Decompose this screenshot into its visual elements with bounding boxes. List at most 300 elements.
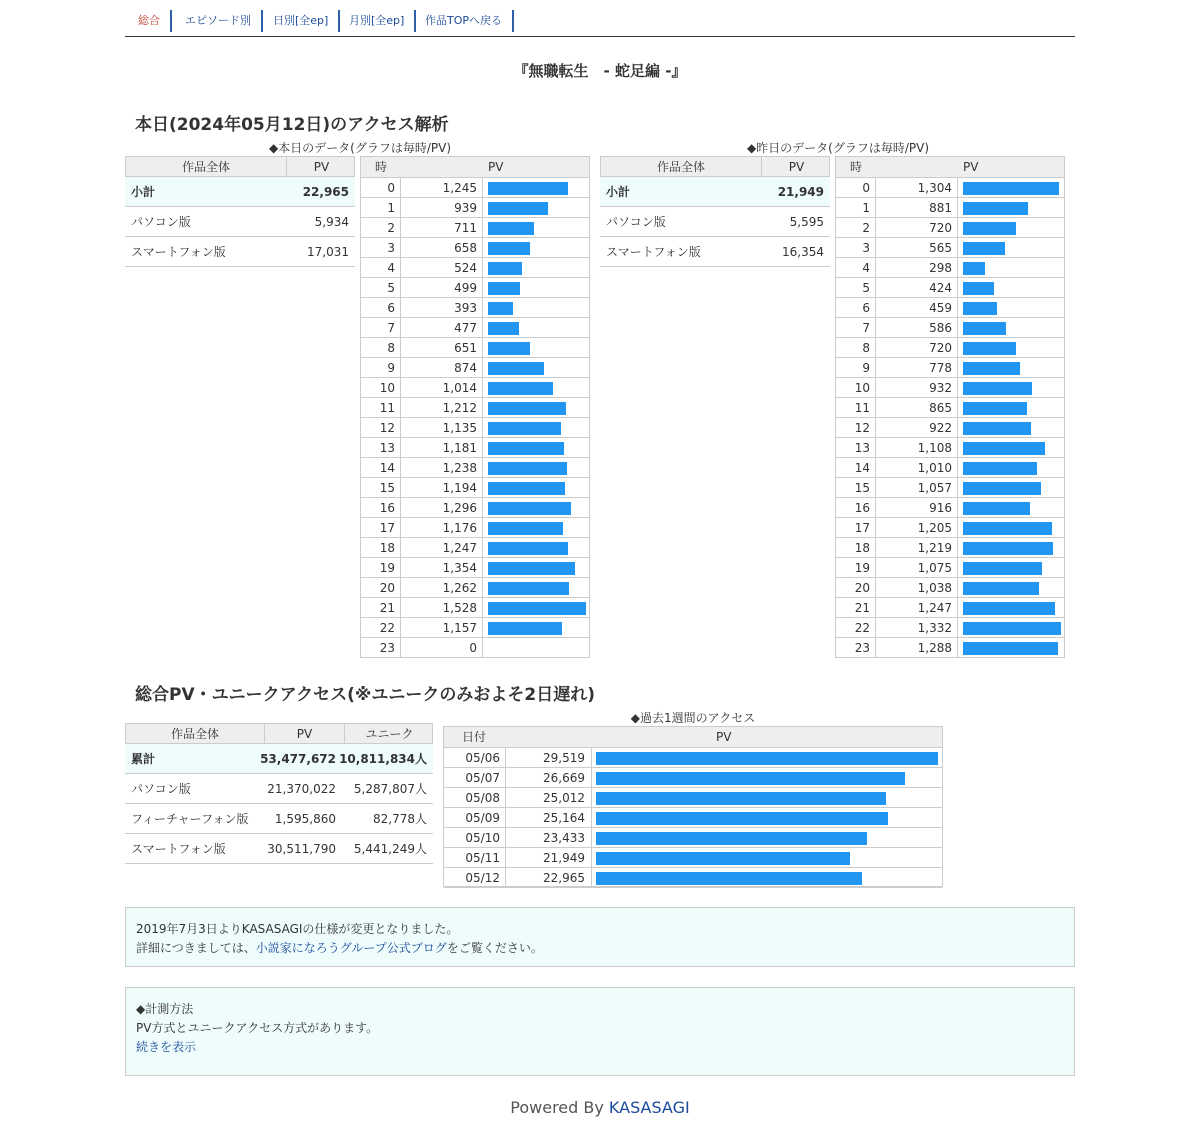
hourly-row	[361, 298, 589, 318]
pv-cell: 1,288	[876, 638, 958, 658]
hour-cell: 6	[836, 298, 876, 318]
header-hour: 時	[375, 160, 388, 174]
today-hourly-table	[360, 156, 590, 658]
pv-bar	[596, 812, 888, 825]
hour-cell: 14	[361, 458, 401, 478]
nav-tab-overview[interactable]: 総合	[125, 10, 172, 32]
pv-cell: 22,965	[506, 868, 592, 888]
pv-bar	[963, 242, 1005, 255]
pv-bar	[488, 582, 569, 595]
hour-cell: 7	[836, 318, 876, 338]
row-label: 累計	[131, 752, 156, 766]
row-pv: 53,477,672	[260, 752, 336, 766]
pv-bar	[488, 502, 571, 515]
hourly-row	[836, 238, 1064, 258]
pv-bar	[963, 522, 1052, 535]
pv-cell: 1,219	[876, 538, 958, 558]
pv-cell: 1,304	[876, 178, 958, 198]
today-section-title: 本日(2024年05月12日)のアクセス解析	[135, 115, 449, 135]
row-pv: 1,595,860	[274, 812, 336, 826]
pv-cell: 865	[876, 398, 958, 418]
pv-cell: 29,519	[506, 748, 592, 768]
pv-cell: 1,528	[401, 598, 483, 618]
pv-cell: 0	[401, 638, 483, 658]
yesterday-hourly-table	[835, 156, 1065, 658]
notice-line-2	[136, 939, 543, 956]
pv-bar	[963, 202, 1028, 215]
hourly-row	[836, 518, 1064, 538]
hour-cell: 2	[361, 218, 401, 238]
row-pv: 5,934	[314, 215, 349, 229]
hour-cell: 15	[836, 478, 876, 498]
pv-bar	[963, 282, 994, 295]
pv-cell: 1,354	[401, 558, 483, 578]
hourly-row	[836, 418, 1064, 438]
measurement-method-box	[125, 987, 1075, 1076]
pv-cell: 932	[876, 378, 958, 398]
summary-row-smartphone	[125, 237, 355, 267]
pv-bar	[963, 262, 985, 275]
summary-row-featurephone	[125, 804, 433, 834]
hour-cell: 14	[836, 458, 876, 478]
nav-tab-monthly[interactable]: 月別[全ep]	[336, 10, 416, 32]
hour-cell: 19	[836, 558, 876, 578]
hourly-row	[361, 278, 589, 298]
row-unique: 5,287,807人	[353, 782, 427, 796]
hourly-row	[836, 558, 1064, 578]
hour-cell: 16	[836, 498, 876, 518]
hourly-row	[836, 598, 1064, 618]
pv-cell: 874	[401, 358, 483, 378]
summary-row-pc	[600, 207, 830, 237]
pv-bar	[488, 202, 548, 215]
pv-bar	[488, 622, 562, 635]
pv-cell: 1,262	[401, 578, 483, 598]
hour-cell: 12	[361, 418, 401, 438]
hour-cell: 15	[361, 478, 401, 498]
hour-cell: 17	[361, 518, 401, 538]
hourly-row	[836, 398, 1064, 418]
method-text: PV方式とユニークアクセス方式があります。	[136, 1021, 379, 1035]
pv-cell: 459	[876, 298, 958, 318]
pv-cell: 939	[401, 198, 483, 218]
weekly-row	[444, 848, 942, 868]
notice-line-1: 2019年7月3日よりKASASAGIの仕様が変更となりました。	[136, 922, 459, 936]
pv-bar	[963, 562, 1042, 575]
hour-cell: 9	[361, 358, 401, 378]
pv-cell: 1,176	[401, 518, 483, 538]
pv-cell: 1,247	[401, 538, 483, 558]
header-pv: PV	[963, 160, 979, 174]
hourly-row	[836, 578, 1064, 598]
hour-cell: 1	[836, 198, 876, 218]
hourly-row	[836, 618, 1064, 638]
weekly-header	[444, 727, 942, 748]
pv-cell: 25,012	[506, 788, 592, 808]
hour-cell: 8	[361, 338, 401, 358]
row-pv: 22,965	[302, 185, 349, 199]
date-cell: 05/08	[444, 788, 506, 808]
pv-cell: 1,181	[401, 438, 483, 458]
pv-cell: 1,010	[876, 458, 958, 478]
pv-cell: 651	[401, 338, 483, 358]
row-label: パソコン版	[131, 782, 191, 796]
footer	[0, 1098, 1200, 1117]
table-header	[600, 156, 830, 177]
hourly-row	[361, 338, 589, 358]
table-header	[125, 156, 355, 177]
row-pv: 17,031	[307, 245, 349, 259]
summary-row-pc	[125, 207, 355, 237]
top-navigation	[125, 10, 1075, 37]
pv-bar	[963, 402, 1027, 415]
nav-back-to-work-top[interactable]: 作品TOPへ戻る	[412, 10, 514, 32]
pv-bar	[963, 302, 997, 315]
pv-bar	[596, 752, 938, 765]
hourly-row	[361, 218, 589, 238]
hour-cell: 10	[361, 378, 401, 398]
hourly-row	[361, 438, 589, 458]
weekly-row	[444, 828, 942, 848]
hourly-row	[361, 238, 589, 258]
pv-bar	[488, 222, 534, 235]
row-pv: 5,595	[789, 215, 824, 229]
pv-bar	[963, 642, 1058, 655]
hourly-row	[836, 258, 1064, 278]
hour-cell: 21	[836, 598, 876, 618]
pv-bar	[488, 482, 565, 495]
pv-cell: 881	[876, 198, 958, 218]
pv-bar	[488, 442, 564, 455]
pv-bar	[963, 602, 1055, 615]
notice-line-2-prefix: 詳細につきましては、	[136, 941, 256, 955]
pv-bar	[596, 832, 867, 845]
hour-cell: 8	[836, 338, 876, 358]
total-summary-table	[125, 723, 433, 865]
row-pv: 21,949	[777, 185, 824, 199]
pv-cell: 1,135	[401, 418, 483, 438]
hourly-row	[361, 518, 589, 538]
hour-cell: 11	[836, 398, 876, 418]
pv-cell: 424	[876, 278, 958, 298]
weekly-row	[444, 808, 942, 828]
row-label: 小計	[131, 185, 156, 199]
pv-cell: 477	[401, 318, 483, 338]
pv-cell: 1,075	[876, 558, 958, 578]
hourly-row	[836, 498, 1064, 518]
pv-cell: 1,212	[401, 398, 483, 418]
header-pv: PV	[286, 157, 356, 178]
hour-cell: 16	[361, 498, 401, 518]
pv-cell: 922	[876, 418, 958, 438]
date-cell: 05/07	[444, 768, 506, 788]
hour-cell: 3	[361, 238, 401, 258]
pv-cell: 1,157	[401, 618, 483, 638]
pv-cell: 524	[401, 258, 483, 278]
hour-cell: 12	[836, 418, 876, 438]
hour-cell: 13	[836, 438, 876, 458]
pv-bar	[488, 182, 568, 195]
weekly-row	[444, 748, 942, 768]
nav-tab-daily[interactable]: 日別[全ep]	[260, 10, 340, 32]
pv-cell: 298	[876, 258, 958, 278]
hourly-row	[361, 478, 589, 498]
row-label: パソコン版	[131, 215, 191, 229]
pv-cell: 499	[401, 278, 483, 298]
row-unique: 5,441,249人	[353, 842, 427, 856]
pv-bar	[963, 442, 1045, 455]
hourly-row	[836, 538, 1064, 558]
date-cell: 05/12	[444, 868, 506, 888]
header-pv: PV	[264, 724, 344, 745]
pv-cell: 658	[401, 238, 483, 258]
hourly-row	[836, 278, 1064, 298]
row-label: フィーチャーフォン版	[131, 812, 249, 826]
spec-change-notice	[125, 907, 1075, 967]
pv-bar	[596, 852, 850, 865]
pv-cell: 393	[401, 298, 483, 318]
weekly-access-table	[443, 726, 943, 887]
pv-cell: 778	[876, 358, 958, 378]
hourly-row	[836, 198, 1064, 218]
pv-bar	[488, 262, 522, 275]
hour-cell: 7	[361, 318, 401, 338]
row-label: スマートフォン版	[606, 245, 701, 259]
summary-row-smartphone	[600, 237, 830, 267]
hour-cell: 0	[361, 178, 401, 198]
hour-cell: 17	[836, 518, 876, 538]
hourly-row	[361, 538, 589, 558]
pv-bar	[488, 542, 568, 555]
hour-cell: 23	[361, 638, 401, 658]
pv-bar	[963, 582, 1039, 595]
hourly-row	[836, 358, 1064, 378]
hourly-row	[836, 298, 1064, 318]
hour-cell: 18	[361, 538, 401, 558]
date-cell: 05/11	[444, 848, 506, 868]
hour-cell: 0	[836, 178, 876, 198]
pv-cell: 1,238	[401, 458, 483, 478]
hourly-row	[361, 198, 589, 218]
notice-line-2-suffix: をご覧ください。	[446, 941, 543, 955]
pv-bar	[963, 422, 1031, 435]
hour-cell: 23	[836, 638, 876, 658]
hourly-row	[361, 378, 589, 398]
pv-bar	[488, 602, 586, 615]
header-hour: 時	[850, 160, 863, 174]
pv-bar	[488, 342, 530, 355]
hourly-row	[836, 458, 1064, 478]
yesterday-summary-table	[600, 156, 830, 268]
date-cell: 05/09	[444, 808, 506, 828]
hourly-row	[361, 458, 589, 478]
method-title: ◆計測方法	[136, 1002, 194, 1016]
pv-bar	[963, 222, 1016, 235]
hourly-row	[361, 318, 589, 338]
summary-row-cumulative	[125, 744, 433, 774]
hourly-row	[836, 178, 1064, 198]
pv-bar	[488, 322, 519, 335]
hourly-row	[361, 578, 589, 598]
pv-cell: 1,245	[401, 178, 483, 198]
hourly-row	[361, 418, 589, 438]
row-unique: 10,811,834人	[339, 752, 427, 766]
hourly-row	[361, 258, 589, 278]
pv-cell: 711	[401, 218, 483, 238]
pv-cell: 1,247	[876, 598, 958, 618]
header-date: 日付	[462, 730, 487, 744]
pv-cell: 1,194	[401, 478, 483, 498]
hourly-row	[361, 638, 589, 658]
pv-bar	[963, 382, 1032, 395]
footer-prefix: Powered By	[510, 1098, 609, 1117]
hour-cell: 22	[836, 618, 876, 638]
hourly-row	[836, 478, 1064, 498]
summary-row-smartphone	[125, 834, 433, 864]
hour-cell: 9	[836, 358, 876, 378]
summary-row-subtotal	[125, 177, 355, 207]
weekly-row	[444, 788, 942, 808]
header-label: 作品全体	[170, 727, 219, 741]
kasasagi-link[interactable]: KASASAGI	[608, 1098, 690, 1117]
pv-cell: 1,057	[876, 478, 958, 498]
pv-bar	[488, 382, 553, 395]
header-label: 作品全体	[181, 160, 230, 174]
header-pv: PV	[761, 157, 831, 178]
row-label: パソコン版	[606, 215, 666, 229]
pv-bar	[488, 282, 520, 295]
hour-cell: 19	[361, 558, 401, 578]
pv-cell: 1,038	[876, 578, 958, 598]
total-section-title: 総合PV・ユニークアクセス(※ユニークのみおよそ2日遅れ)	[135, 685, 595, 705]
table-header	[125, 723, 433, 744]
hourly-header	[361, 157, 589, 178]
hour-cell: 2	[836, 218, 876, 238]
hour-cell: 4	[361, 258, 401, 278]
hourly-row	[836, 338, 1064, 358]
pv-bar	[963, 622, 1061, 635]
pv-bar	[488, 462, 567, 475]
nav-tab-by-episode[interactable]: エピソード別	[172, 10, 263, 32]
pv-bar	[488, 242, 530, 255]
hourly-row	[361, 178, 589, 198]
hourly-header	[836, 157, 1064, 178]
header-label: 作品全体	[656, 160, 705, 174]
pv-bar	[963, 542, 1053, 555]
pv-bar	[963, 362, 1020, 375]
pv-bar	[488, 362, 544, 375]
hourly-row	[836, 318, 1064, 338]
pv-cell: 23,433	[506, 828, 592, 848]
hour-cell: 13	[361, 438, 401, 458]
hour-cell: 6	[361, 298, 401, 318]
pv-cell: 1,332	[876, 618, 958, 638]
hourly-row	[361, 618, 589, 638]
pv-bar	[488, 522, 563, 535]
weekly-row	[444, 868, 942, 888]
summary-row-subtotal	[600, 177, 830, 207]
hour-cell: 3	[836, 238, 876, 258]
pv-cell: 916	[876, 498, 958, 518]
pv-cell: 586	[876, 318, 958, 338]
summary-row-pc	[125, 774, 433, 804]
hour-cell: 5	[361, 278, 401, 298]
pv-bar	[488, 302, 513, 315]
pv-bar	[963, 182, 1059, 195]
pv-bar	[488, 562, 575, 575]
pv-bar	[963, 462, 1037, 475]
pv-cell: 565	[876, 238, 958, 258]
pv-cell: 720	[876, 218, 958, 238]
pv-bar	[596, 772, 905, 785]
pv-cell: 720	[876, 338, 958, 358]
yesterday-caption: ◆昨日のデータ(グラフは毎時/PV)	[746, 141, 930, 155]
pv-bar	[488, 422, 561, 435]
row-label: 小計	[606, 185, 631, 199]
today-summary-table	[125, 156, 355, 268]
hourly-row	[361, 558, 589, 578]
pv-cell: 26,669	[506, 768, 592, 788]
row-pv: 16,354	[782, 245, 824, 259]
date-cell: 05/10	[444, 828, 506, 848]
hourly-row	[836, 638, 1064, 658]
pv-bar	[963, 342, 1016, 355]
weekly-caption: ◆過去1週間のアクセス	[630, 711, 756, 725]
row-pv: 30,511,790	[267, 842, 336, 856]
hour-cell: 4	[836, 258, 876, 278]
header-unique: ユニーク	[344, 724, 434, 745]
hourly-row	[836, 378, 1064, 398]
hour-cell: 21	[361, 598, 401, 618]
official-blog-link[interactable]: 小説家になろうグループ公式ブログ	[255, 941, 447, 955]
pv-bar	[596, 872, 862, 885]
pv-bar	[963, 482, 1041, 495]
pv-cell: 1,108	[876, 438, 958, 458]
date-cell: 05/06	[444, 748, 506, 768]
hourly-row	[361, 358, 589, 378]
show-more-link[interactable]: 続きを表示	[136, 1040, 197, 1054]
pv-bar	[963, 502, 1030, 515]
pv-bar	[963, 322, 1006, 335]
pv-cell: 21,949	[506, 848, 592, 868]
hourly-row	[836, 218, 1064, 238]
hour-cell: 22	[361, 618, 401, 638]
hourly-row	[836, 438, 1064, 458]
pv-bar	[488, 402, 566, 415]
today-caption: ◆本日のデータ(グラフは毎時/PV)	[268, 141, 452, 155]
row-unique: 82,778人	[373, 812, 427, 826]
hour-cell: 18	[836, 538, 876, 558]
hour-cell: 1	[361, 198, 401, 218]
hourly-row	[361, 498, 589, 518]
work-title: 『無職転生 - 蛇足編 -』	[513, 62, 687, 80]
pv-bar	[596, 792, 886, 805]
pv-cell: 1,014	[401, 378, 483, 398]
hour-cell: 5	[836, 278, 876, 298]
row-pv: 21,370,022	[267, 782, 336, 796]
pv-cell: 1,296	[401, 498, 483, 518]
hourly-row	[361, 398, 589, 418]
hour-cell: 20	[361, 578, 401, 598]
pv-cell: 1,205	[876, 518, 958, 538]
hour-cell: 11	[361, 398, 401, 418]
header-pv: PV	[488, 160, 504, 174]
row-label: スマートフォン版	[131, 842, 226, 856]
hour-cell: 10	[836, 378, 876, 398]
hour-cell: 20	[836, 578, 876, 598]
weekly-row	[444, 768, 942, 788]
hourly-row	[361, 598, 589, 618]
